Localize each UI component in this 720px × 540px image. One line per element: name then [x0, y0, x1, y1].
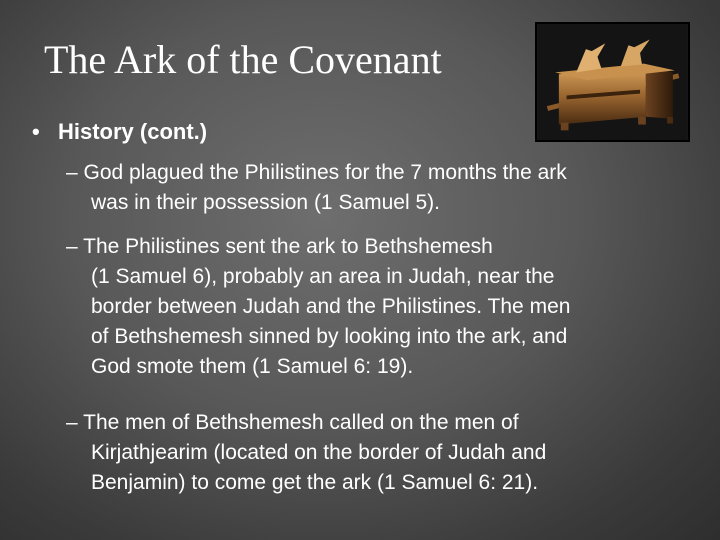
sub-bullet-line: Kirjathjearim (located on the border of Judah and [91, 441, 547, 464]
sub-bullet-line: (1 Samuel 6), probably an area in Judah, near the [91, 265, 555, 288]
slide-title: The Ark of the Covenant [44, 37, 442, 82]
sub-bullet-kirjathjearim [66, 408, 691, 498]
bullet-marker: • [32, 119, 40, 144]
sub-bullet-line: – The Philistines sent the ark to Bethshemesh [66, 235, 493, 258]
sub-bullet-line: God smote them (1 Samuel 6: 19). [91, 355, 414, 378]
sub-bullet-line: of Bethshemesh sinned by looking into the ark, and [91, 325, 568, 348]
sub-bullet-line: – God plagued the Philistines for the 7 months the ark [66, 161, 567, 184]
ark-image [535, 22, 690, 142]
sub-bullet-line: – The men of Bethshemesh called on the men of [66, 411, 519, 434]
bullet-history [32, 115, 207, 149]
sub-bullet-line: was in their possession (1 Samuel 5). [91, 191, 440, 214]
sub-bullet-line: Benjamin) to come get the ark (1 Samuel 6: 21). [91, 471, 539, 494]
ark-illustration [537, 24, 688, 140]
sub-bullet-plague [66, 158, 691, 218]
sub-bullet-line: border between Judah and the Philistines. The men [91, 295, 571, 318]
bullet-text: History (cont.) [58, 119, 208, 144]
sub-bullet-bethshemesh [66, 232, 691, 382]
